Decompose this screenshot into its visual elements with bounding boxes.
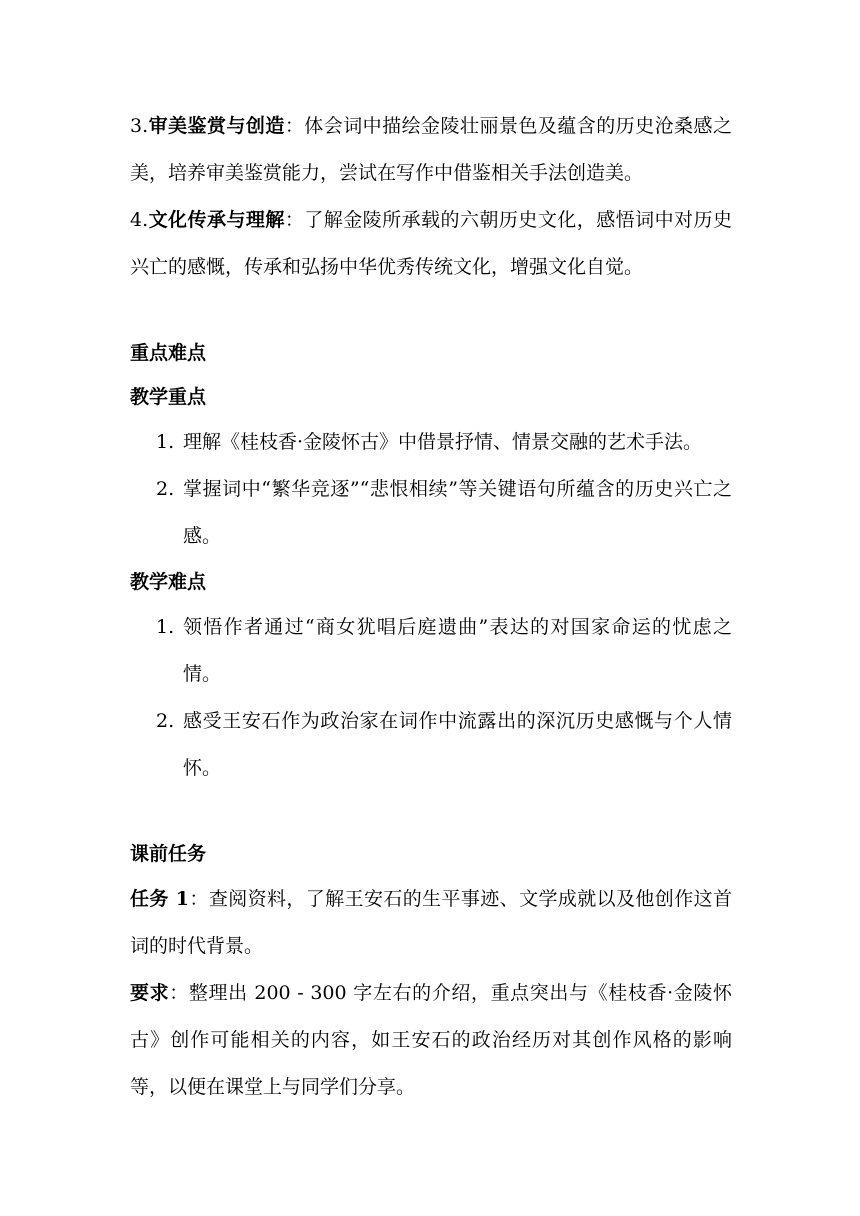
objective-colon: ： bbox=[284, 209, 305, 231]
objective-text: 了解金陵所承载的六朝历史文化，感悟词中对历史兴亡的感慨，传承和弘扬中华优秀传统文化，增强文化自觉。 bbox=[130, 209, 732, 278]
list-text: 掌握词中“繁华竞逐”“悲恨相续”等关键语句所蕴含的历史兴亡之感。 bbox=[183, 478, 732, 547]
section-spacer bbox=[130, 792, 732, 832]
objective-text: 体会词中描绘金陵壮丽景色及蕴含的历史沧桑感之美，培养审美鉴赏能力，尝试在写作中借鉴相关手法创造美。 bbox=[130, 115, 732, 184]
task-colon: ： bbox=[189, 888, 209, 910]
difficulty-list bbox=[130, 604, 732, 792]
objective-label: 审美鉴赏与创造 bbox=[148, 115, 285, 137]
list-text: 领悟作者通过“商女犹唱后庭遗曲”表达的对国家命运的忧虑之情。 bbox=[183, 616, 732, 685]
task-paragraph bbox=[130, 876, 732, 970]
section-title-key-points: 重点难点 bbox=[130, 342, 207, 364]
list-item bbox=[130, 604, 732, 698]
section-spacer bbox=[130, 291, 732, 331]
list-item bbox=[130, 466, 732, 560]
list-text: 感受王安石作为政治家在词作中流露出的深沉历史感慨与个人情怀。 bbox=[183, 710, 732, 779]
subsection-title-difficulty: 教学难点 bbox=[130, 571, 207, 593]
objective-culture bbox=[130, 197, 732, 291]
focus-list bbox=[130, 419, 732, 560]
objective-prefix: 3. bbox=[130, 115, 149, 137]
requirement-paragraph bbox=[130, 970, 732, 1111]
requirement-label: 要求 bbox=[130, 982, 170, 1004]
requirement-text: 整理出 200 - 300 字左右的介绍，重点突出与《桂枝香·金陵怀古》创作可能相关的内容，如王安石的政治经历对其创作风格的影响等，以便在课堂上与同学们分享。 bbox=[130, 982, 732, 1098]
objective-colon: ： bbox=[284, 115, 305, 137]
list-item bbox=[130, 419, 732, 466]
requirement-colon: ： bbox=[169, 982, 189, 1004]
objective-aesthetic bbox=[130, 103, 732, 197]
task-label: 任务 1 bbox=[130, 888, 190, 910]
section-title-pre-class: 课前任务 bbox=[130, 843, 207, 865]
subsection-title-focus: 教学重点 bbox=[130, 386, 207, 408]
list-number: 2. bbox=[156, 478, 175, 500]
list-number: 1. bbox=[156, 616, 175, 638]
list-number: 1. bbox=[156, 431, 175, 453]
task-text: 查阅资料，了解王安石的生平事迹、文学成就以及他创作这首词的时代背景。 bbox=[130, 888, 732, 957]
document-page bbox=[130, 103, 732, 1111]
objective-prefix: 4. bbox=[130, 209, 149, 231]
list-text: 理解《桂枝香·金陵怀古》中借景抒情、情景交融的艺术手法。 bbox=[183, 431, 703, 453]
objective-label: 文化传承与理解 bbox=[148, 209, 285, 231]
list-item bbox=[130, 698, 732, 792]
list-number: 2. bbox=[156, 710, 175, 732]
